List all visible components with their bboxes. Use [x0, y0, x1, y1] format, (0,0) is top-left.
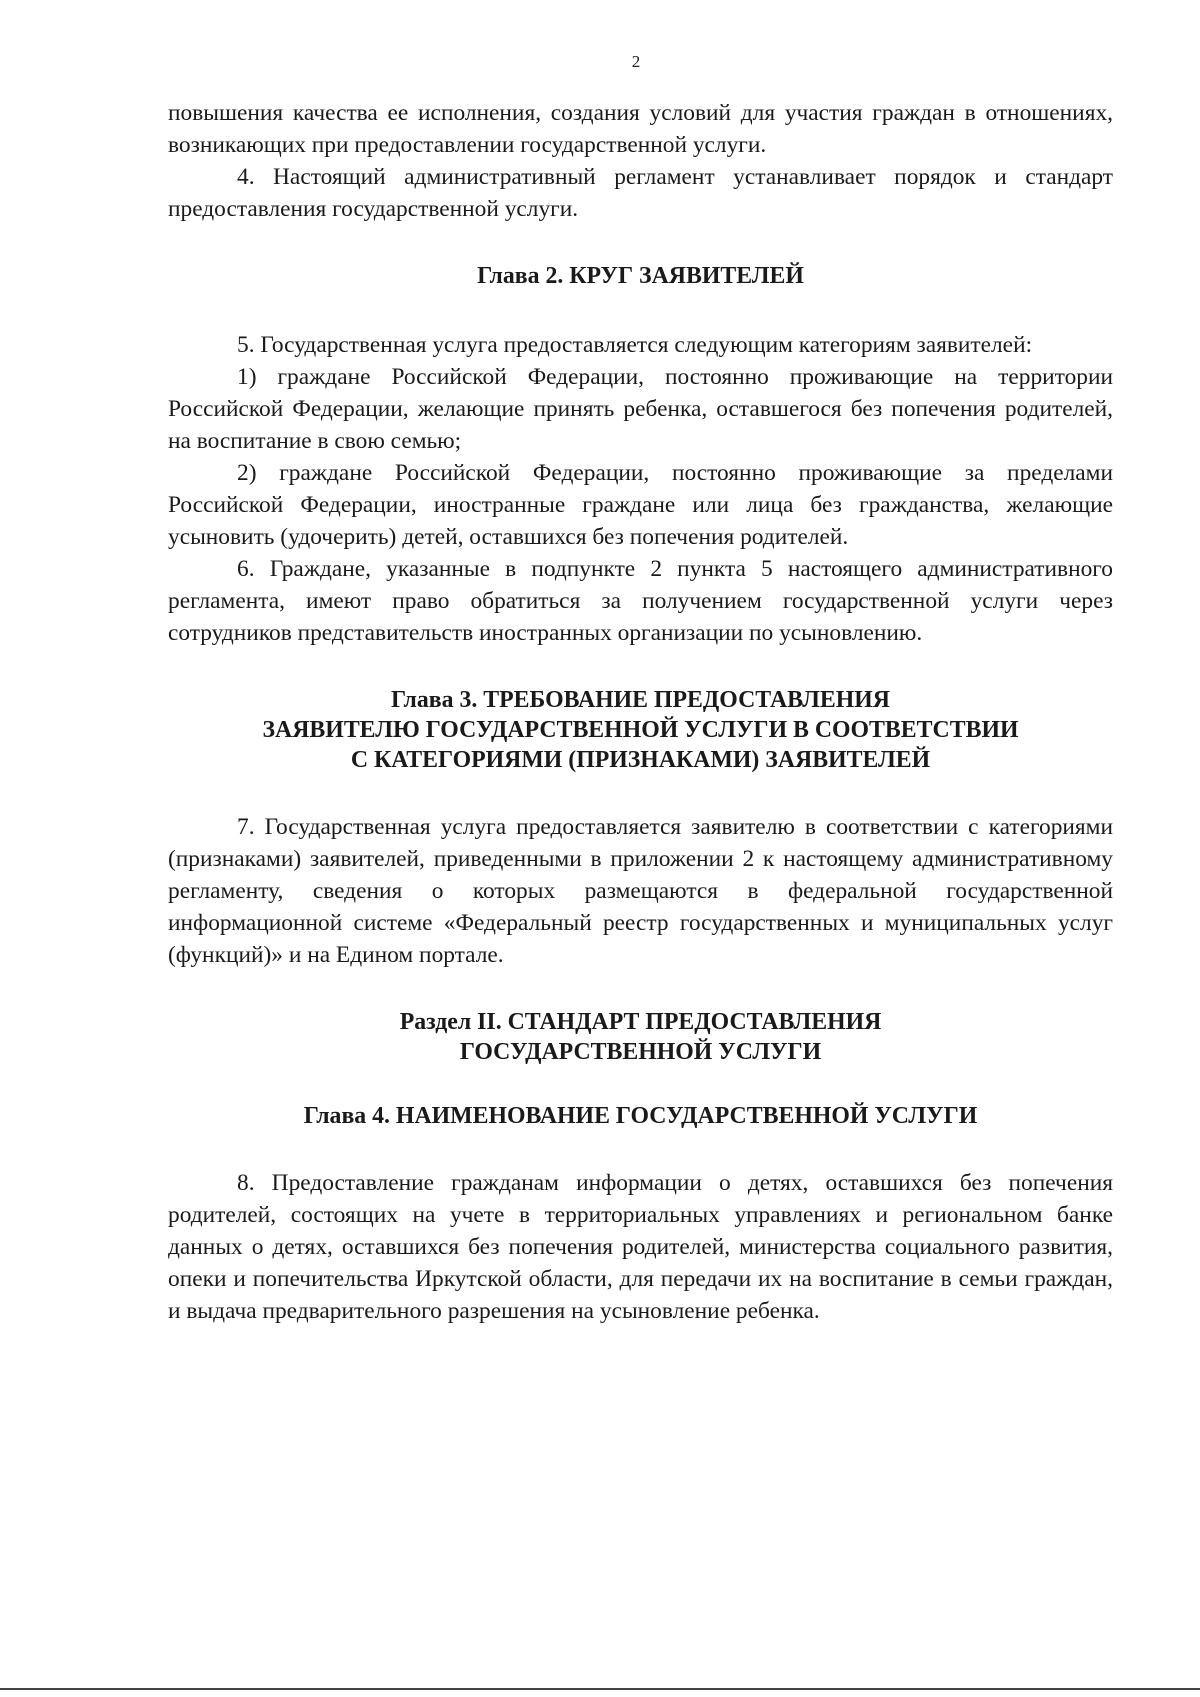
paragraph-continuation: повышения качества ее исполнения, создания условий для участия граждан в отношениях, возникающих при предоставлении государственной услуги. [168, 100, 1113, 158]
paragraph-6: 6. Граждане, указанные в подпункте 2 пункта 5 настоящего административного регламента, имеют право обратиться за получением государственной услуги через сотрудников представительств иностранных организации по усыновлению. [168, 556, 1113, 646]
paragraph-7: 7. Государственная услуга предоставляется заявителю в соответствии с категориями (признаками) заявителей, приведенными в приложении 2 к настоящему административному регламенту, сведения о которых размещаются в федеральной государственной информационной системе «Федеральный реестр государственных и муниципальных услуг (функций)» и на Едином портале. [168, 814, 1113, 968]
paragraph-4: 4. Настоящий административный регламент устанавливает порядок и стандарт предоставления государственной услуги. [168, 164, 1113, 222]
heading-chapter-3 [168, 685, 1113, 775]
page-bottom-rule [0, 1688, 1200, 1690]
paragraph-5: 5. Государственная услуга предоставляется следующим категориям заявителей: [237, 332, 1033, 358]
heading-section-2-line-1: Раздел II. СТАНДАРТ ПРЕДОСТАВЛЕНИЯ [399, 1009, 882, 1035]
paragraph-8: 8. Предоставление гражданам информации о детях, оставшихся без попечения родителей, состоящих на учете в территориальных управлениях и региональном банке данных о детях, оставшихся без попечения родителей, министерства социального развития, опеки и попечительства Иркутской области, для передачи их на воспитание в семьи граждан, и выдача предварительного разрешения на усыновление ребенка. [168, 1170, 1113, 1324]
heading-section-2 [168, 1007, 1113, 1067]
heading-chapter-3-line-3: С КАТЕГОРИЯМИ (ПРИЗНАКАМИ) ЗАЯВИТЕЛЕЙ [350, 747, 931, 773]
heading-chapter-3-line-1: Глава 3. ТРЕБОВАНИЕ ПРЕДОСТАВЛЕНИЯ [391, 687, 890, 713]
page-number: 2 [631, 52, 641, 71]
paragraph-5-item-1: 1) граждане Российской Федерации, постоянно проживающие на территории Российской Федерации, желающие принять ребенка, оставшегося без попечения родителей, на воспитание в свою семью; [168, 364, 1113, 454]
heading-chapter-3-line-2: ЗАЯВИТЕЛЮ ГОСУДАРСТВЕННОЙ УСЛУГИ В СООТВЕТСТВИИ [262, 717, 1019, 743]
heading-chapter-2: Глава 2. КРУГ ЗАЯВИТЕЛЕЙ [477, 263, 804, 289]
heading-chapter-4: Глава 4. НАИМЕНОВАНИЕ ГОСУДАРСТВЕННОЙ УСЛУГИ [303, 1103, 978, 1129]
heading-section-2-line-2: ГОСУДАРСТВЕННОЙ УСЛУГИ [459, 1039, 822, 1065]
paragraph-5-item-2: 2) граждане Российской Федерации, постоянно проживающие за пределами Российской Федерации, иностранные граждане или лица без гражданства, желающие усыновить (удочерить) детей, оставшихся без попечения родителей. [168, 460, 1113, 550]
document-body [168, 97, 1113, 1327]
